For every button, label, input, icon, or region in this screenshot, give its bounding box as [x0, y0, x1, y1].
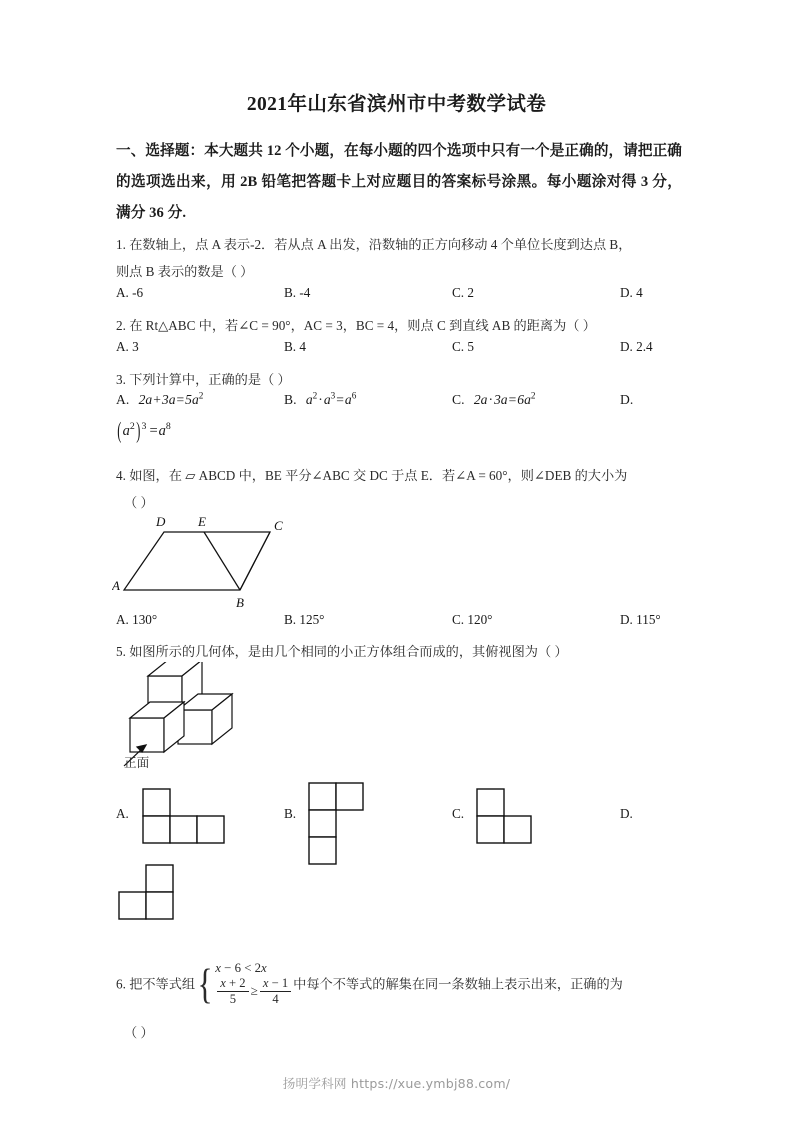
question-6-inequality-2 [215, 977, 293, 1007]
grid-cell [170, 816, 197, 843]
question-6-text [116, 963, 696, 1008]
question-2-option-d[interactable]: D. 2.4 [620, 339, 653, 354]
vertex-label-d: D [156, 514, 166, 529]
question-3-text [116, 366, 686, 393]
grid-cell [309, 837, 336, 864]
fraction-right [260, 976, 291, 1006]
question-3-line-1: 3. 下列计算中，正确的是（ ） [116, 372, 291, 387]
question-1-option-a[interactable]: A. -6 [116, 285, 144, 300]
question-5-option-b-label[interactable]: B. [284, 806, 297, 821]
question-3-option-a[interactable] [116, 392, 203, 408]
vertex-label-e: E [198, 514, 206, 529]
question-1-option-d[interactable]: D. 4 [620, 285, 643, 300]
question-4-option-b[interactable]: B. 125° [284, 612, 325, 627]
question-6-suffix: 中每个不等式的解集在同一条数轴上表示出来，正确的为 [293, 976, 623, 992]
question-6-inequality-system [215, 962, 293, 1007]
question-2-text [116, 312, 696, 339]
vertex-label-c: C [274, 518, 283, 533]
grid-cell [119, 892, 146, 919]
vertex-label-a: A [112, 578, 120, 593]
question-3-option-c-label: C. [452, 392, 465, 407]
question-5-text [116, 638, 696, 665]
question-4-option-a[interactable]: A. 130° [116, 612, 158, 627]
footer-watermark: 扬明学科网 https://xue.ymbj88.com/ [282, 1076, 511, 1091]
question-5-option-a-label[interactable]: A. [116, 806, 129, 821]
question-5-option-c-label[interactable]: C. [452, 806, 465, 821]
fraction-left [217, 976, 248, 1006]
question-5-option-c-shape[interactable] [476, 788, 556, 855]
question-5-front-label: 正面 [124, 756, 150, 770]
question-3-option-b-label: B. [284, 392, 297, 407]
page-title: 2021年山东省滨州市中考数学试卷 [246, 94, 547, 115]
question-4-text [116, 462, 696, 516]
grid-cell [336, 783, 363, 810]
question-4-option-d[interactable]: D. 115° [620, 612, 661, 627]
question-1-text [116, 231, 686, 285]
section-intro-paragraph: 一、选择题：本大题共 12 个小题，在每小题的四个选项中只有一个是正确的，请把正确的选项选出来，用 2B 铅笔把答题卡上对应题目的答案标号涂黑。每小题涂对得 3 分，满分 36 分. [116, 143, 682, 221]
question-4-options [116, 612, 686, 632]
cube-front-left [130, 702, 184, 752]
question-2-option-a[interactable]: A. 3 [116, 339, 139, 354]
grid-cell [309, 783, 336, 810]
question-1-line-1: 1. 在数轴上，点 A 表示-2．若从点 A 出发，沿数轴的正方向移动 4 个单位长度到达点 B， [116, 237, 632, 252]
question-1-option-b[interactable]: B. -4 [284, 285, 311, 300]
question-1-option-c[interactable]: C. 2 [452, 285, 474, 300]
question-3-option-c[interactable] [452, 392, 535, 408]
segment-bc [240, 532, 270, 590]
question-3-options [116, 392, 696, 416]
question-4-line-1: 4. 如图，在 ▱ ABCD 中，BE 平分∠ABC 交 DC 于点 E．若∠A = 60°，则∠DEB 的大小为 [116, 468, 628, 483]
inequality-relation: ≥ [250, 983, 258, 999]
question-3-option-a-label: A. [116, 392, 130, 407]
vertex-label-b: B [236, 595, 244, 610]
fraction-right-denominator: 4 [260, 991, 291, 1006]
question-2-line-1: 2. 在 Rt△ABC 中，若∠C = 90°，AC = 3，BC = 4，则点 C 到直线 AB 的距离为（ ） [116, 318, 596, 333]
grid-cell [143, 789, 170, 816]
question-1-line-2: 则点 B 表示的数是（ ） [116, 264, 254, 279]
grid-cell [309, 810, 336, 837]
segment-be [204, 532, 240, 590]
question-3-option-d-label-wrap[interactable] [620, 392, 633, 408]
grid-cell [477, 789, 504, 816]
fraction-left-denominator: 5 [217, 991, 248, 1006]
question-4-figure-parallelogram [112, 514, 322, 615]
question-1-options [116, 285, 686, 305]
question-5-option-b-shape[interactable] [308, 782, 398, 877]
fraction-right-numerator: x − 1 [262, 976, 289, 991]
question-5-option-d-shape[interactable] [118, 864, 198, 931]
fraction-left-numerator: x + 2 [220, 976, 246, 991]
grid-cell [197, 816, 224, 843]
question-5-option-a-shape[interactable] [142, 788, 242, 855]
question-4-line-2: （ ） [124, 495, 154, 510]
question-2-option-c[interactable]: C. 5 [452, 339, 474, 354]
question-3-option-d-expr: $(a^2)^3 =a^8$ [117, 417, 171, 444]
question-3-option-a-expr: $2a+3a=5a^2$ [138, 390, 204, 407]
grid-cell [146, 892, 173, 919]
question-5-line-1: 5. 如图所示的几何体，是由几个相同的小正方体组合而成的，其俯视图为（ ） [116, 644, 568, 659]
question-3-option-b-expr: $a^2\cdot a^3=a^6$ [305, 390, 357, 407]
system-brace-icon: { [197, 961, 213, 1008]
question-3-option-d-label: D. [620, 392, 634, 407]
grid-cell [146, 865, 173, 892]
question-6-line-2: （ ） [124, 1025, 154, 1040]
question-3-option-b[interactable] [284, 392, 356, 408]
question-2-option-b[interactable]: B. 4 [284, 339, 306, 354]
question-3-option-c-expr: $2a\cdot 3a=6a^2$ [473, 390, 536, 407]
grid-cell [477, 816, 504, 843]
grid-cell [504, 816, 531, 843]
grid-cell [143, 816, 170, 843]
question-5-option-d-label[interactable]: D. [620, 806, 633, 821]
parallelogram-outline [124, 532, 270, 590]
question-4-option-c[interactable]: C. 120° [452, 612, 493, 627]
question-6-prefix: 6. 把不等式组 [116, 976, 196, 992]
question-6-inequality-1: x − 6 < 2x [215, 961, 267, 975]
question-2-options [116, 339, 686, 359]
